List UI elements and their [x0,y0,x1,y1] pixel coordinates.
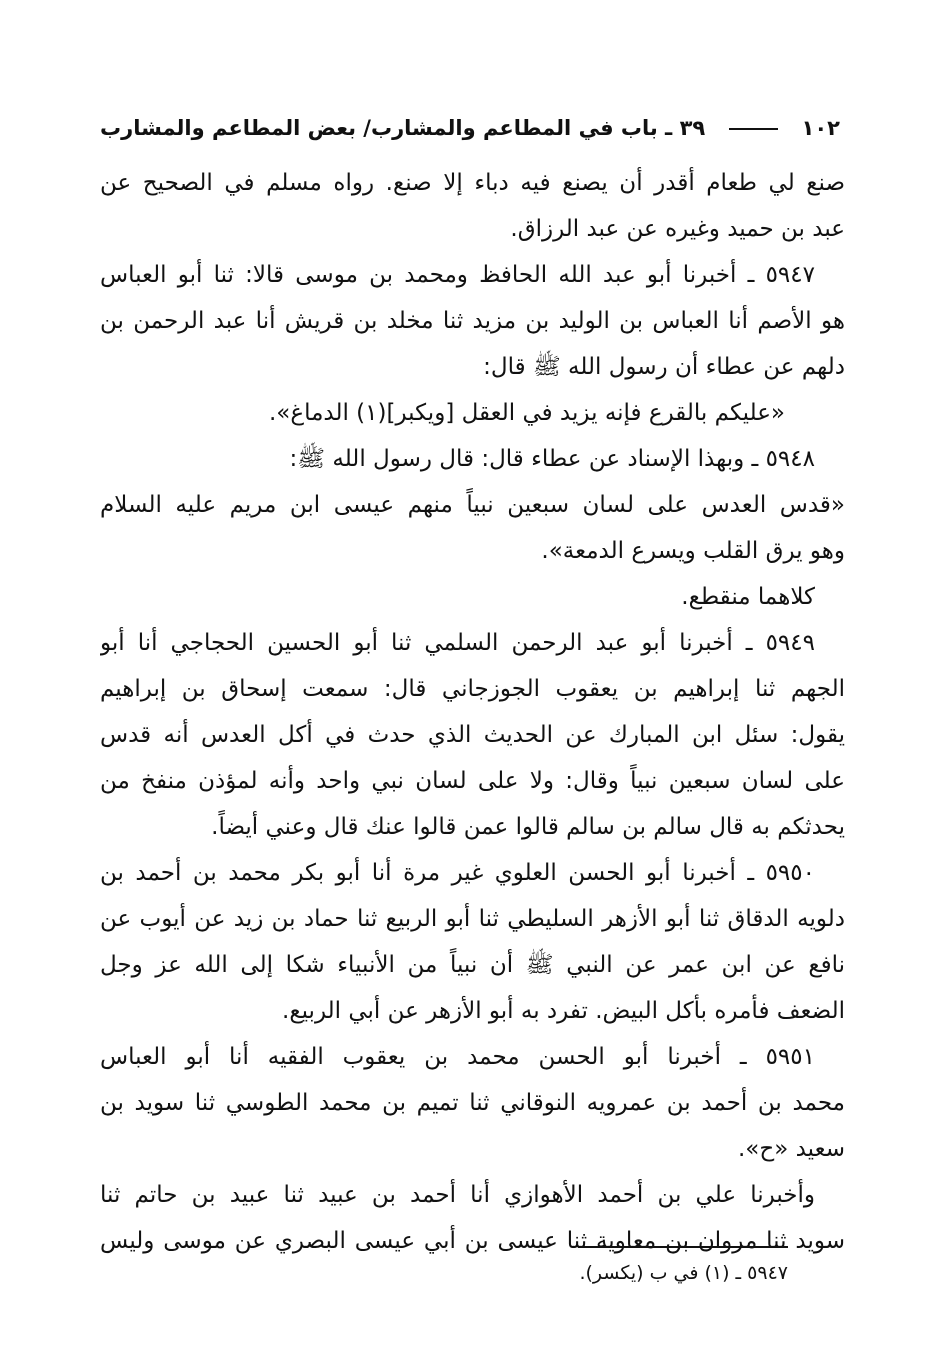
page-number: ١٠٢ [801,116,840,140]
text-line: سعيد «ح». [738,1136,845,1162]
hadith-5948-line: ٥٩٤٨ ـ وبهذا الإسناد عن عطاء قال: قال رسول الله ﷺ: [289,446,815,472]
quote-line: «عليكم بالقرع فإنه يزيد في العقل [ويكبر](١) الدماغ». [268,400,785,426]
quote-line: «قدس العدس على لسان سبعين نبياً منهم عيسى ابن مريم عليه السلام [100,492,845,518]
hadith-5950-line: ٥٩٥٠ ـ أخبرنا أبو الحسن العلوي غير مرة أنا أبو بكر محمد بن أحمد بن [100,860,815,886]
footnote-rule [578,1246,788,1248]
text-line: وأخبرنا علي بن أحمد الأهوازي أنا أحمد بن عبيد ثنا عبيد بن حاتم ثنا [100,1182,815,1208]
text-line: يقول: سئل ابن المبارك عن الحديث الذي حدث في أكل العدس أنه قدس [100,722,845,748]
header-rule [729,128,777,130]
hadith-5949-line: ٥٩٤٩ ـ أخبرنا أبو عبد الرحمن السلمي ثنا أبو الحسين الحجاجي أنا أبو [100,630,815,656]
text-line: على لسان سبعين نبياً وقال: ولا على لسان نبي واحد وأنه لمؤذن منفخ من [100,768,845,794]
hadith-5947-line: ٥٩٤٧ ـ أخبرنا أبو عبد الله الحافظ ومحمد بن موسى قالا: ثنا أبو العباس [100,262,815,288]
text-line: عبد بن حميد وغيره عن عبد الرزاق. [510,216,845,242]
text-line: كلاهما منقطع. [681,584,815,610]
page-header [100,108,840,148]
quote-line: وهو يرق القلب ويسرع الدمعة». [541,538,845,564]
text-line: الجهم ثنا إبراهيم بن يعقوب الجوزجاني قال: سمعت إسحاق بن إبراهيم [100,676,845,702]
hadith-5951-line: ٥٩٥١ ـ أخبرنا أبو الحسن محمد بن يعقوب الفقيه أنا أبو العباس [100,1044,815,1070]
text-line: دلويه الدقاق ثنا أبو الأزهر السليطي ثنا أبو الربيع ثنا حماد بن زيد عن أيوب عن [100,906,845,932]
text-line: سويد ثنا مروان بن معاوية ثنا عيسى بن أبي عيسى البصري عن موسى وليس [100,1228,845,1254]
text-line: صنع لي طعام أقدر أن يصنع فيه دباء إلا صنع. رواه مسلم في الصحيح عن [100,170,845,196]
text-line: الضعف فأمره بأكل البيض. تفرد به أبو الأزهر عن أبي الربيع. [282,998,845,1024]
text-line: هو الأصم أنا العباس بن الوليد بن مزيد ثنا مخلد بن قريش أنا عبد الرحمن بن [100,308,845,334]
text-line: يحدثكم به قال سالم بن سالم قالوا عمن قالوا عنك قال وعني أيضاً. [211,814,845,840]
text-line: محمد بن أحمد بن عمرويه النوقاني ثنا تميم بن محمد الطوسي ثنا سويد بن [100,1090,845,1116]
text-line: نافع عن ابن عمر عن النبي ﷺ أن نبياً من الأنبياء شكا إلى الله عز وجل [100,952,845,978]
chapter-title: ٣٩ ـ باب في المطاعم والمشارب/ بعض المطاعم والمشارب [100,116,706,140]
text-line: دلهم عن عطاء أن رسول الله ﷺ قال: [483,354,845,380]
footnote: ٥٩٤٧ ـ (١) في ب (يكسر). [579,1262,788,1284]
main-text [100,160,845,1264]
